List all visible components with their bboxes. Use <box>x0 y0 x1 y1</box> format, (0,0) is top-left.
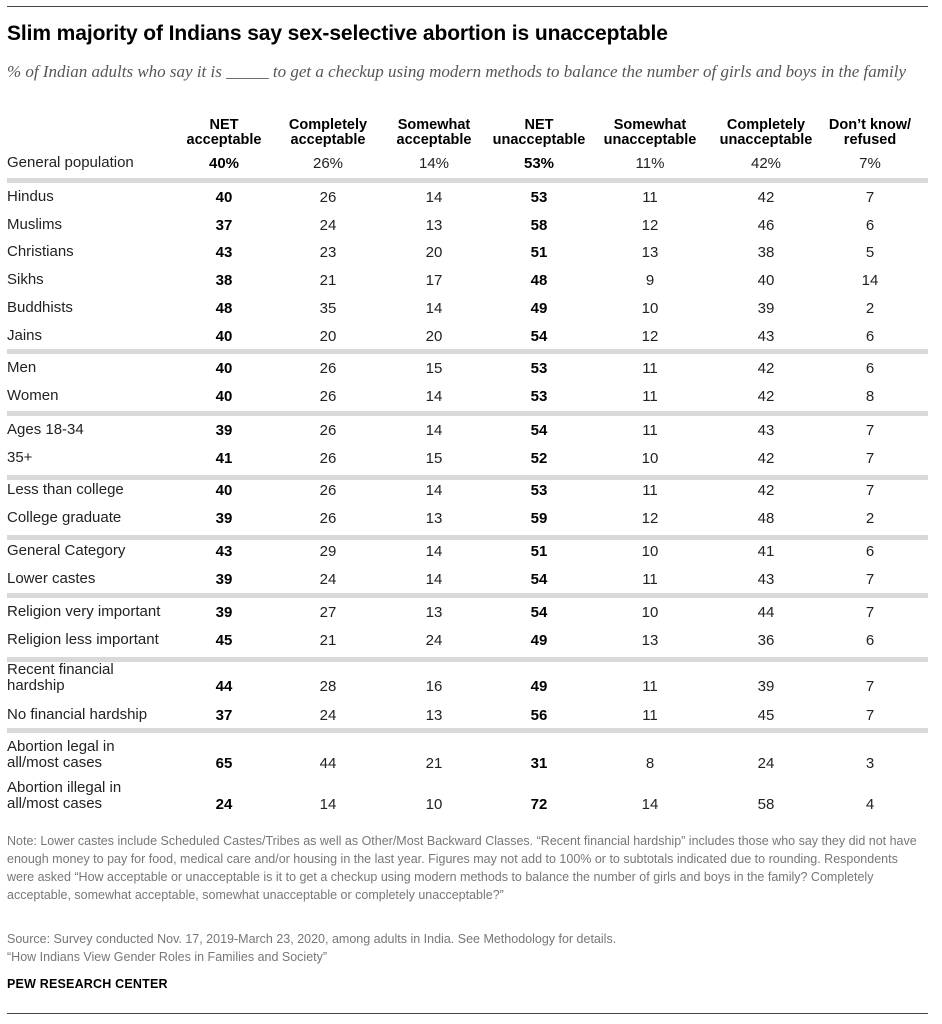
data-cell: 6 <box>865 217 875 234</box>
row-label <box>7 543 125 559</box>
column-header-line: NET <box>209 117 239 133</box>
data-cell: 53 <box>530 189 548 206</box>
data-cell: 41 <box>215 450 233 467</box>
data-cell: 16 <box>425 678 443 695</box>
chart-subtitle: % of Indian adults who say it is _____ to get a checkup using modern methods to balance the number of girls and boys in the family <box>7 62 907 81</box>
data-cell: 43 <box>215 543 233 560</box>
data-cell: 41 <box>757 543 775 560</box>
data-cell: 14 <box>425 571 443 588</box>
data-cell: 42 <box>757 482 775 499</box>
group-separator <box>7 178 928 183</box>
column-header-line: Completely <box>726 117 806 133</box>
data-cell: 27 <box>319 604 337 621</box>
data-cell: 14 <box>641 796 659 813</box>
group-separator <box>7 657 928 662</box>
row-label-line: Muslims <box>7 216 62 233</box>
data-cell: 13 <box>425 707 443 724</box>
row-label <box>7 739 115 771</box>
data-cell: 42% <box>750 155 782 172</box>
data-cell: 11 <box>642 422 658 439</box>
group-separator <box>7 475 928 480</box>
data-cell: 14 <box>319 796 337 813</box>
row-label-line: Hindus <box>7 188 54 205</box>
data-cell: 53% <box>523 155 555 172</box>
column-header-line: unacceptable <box>603 132 697 148</box>
column-header-line: Completely <box>288 117 368 133</box>
data-cell: 14 <box>425 388 443 405</box>
row-label <box>7 300 73 316</box>
row-label <box>7 328 42 344</box>
data-cell: 53 <box>530 360 548 377</box>
data-cell: 2 <box>865 300 875 317</box>
row-label <box>7 388 58 404</box>
data-cell: 10 <box>641 543 659 560</box>
group-separator <box>7 593 928 598</box>
row-label <box>7 272 44 288</box>
data-cell: 44 <box>757 604 775 621</box>
data-cell: 54 <box>530 571 548 588</box>
data-cell: 11 <box>642 707 658 724</box>
data-cell: 6 <box>865 632 875 649</box>
data-cell: 38 <box>215 272 233 289</box>
column-header-line: acceptable <box>290 132 366 148</box>
data-cell: 24 <box>757 755 775 772</box>
data-cell: 28 <box>319 678 337 695</box>
data-cell: 53 <box>530 388 548 405</box>
data-cell: 24 <box>319 571 337 588</box>
data-cell: 39 <box>215 604 233 621</box>
data-cell: 14 <box>425 189 443 206</box>
data-cell: 20 <box>319 328 337 345</box>
row-label-line: Lower castes <box>7 570 96 587</box>
data-cell: 58 <box>757 796 775 813</box>
data-cell: 43 <box>757 328 775 345</box>
data-cell: 49 <box>530 632 548 649</box>
data-cell: 58 <box>530 217 548 234</box>
data-cell: 43 <box>215 244 233 261</box>
data-cell: 13 <box>641 244 659 261</box>
top-rule <box>7 6 928 7</box>
row-label <box>7 189 54 205</box>
row-label <box>7 632 159 648</box>
data-cell: 40 <box>757 272 775 289</box>
note: Note: Lower castes include Scheduled Castes/Tribes as well as Other/Most Backward Classes. “Recent financial hardship” includes those who say they did not have enough money to pay for food, medical care and/or housing in the last year. Figures may not add to 100% or to subtotals indicated due to rounding. Respondents were asked “How acceptable or unacceptable is it to get a checkup using modern methods to balance the number of girls and boys in the family? Completely acceptable, somewhat acceptable, somewhat unacceptable or completely unacceptable?” <box>7 834 917 902</box>
data-cell: 38 <box>757 244 775 261</box>
data-cell: 7 <box>865 189 875 206</box>
data-cell: 9 <box>645 272 655 289</box>
row-label <box>7 360 36 376</box>
column-header-line: acceptable <box>186 132 262 148</box>
data-cell: 20 <box>425 328 443 345</box>
data-cell: 26% <box>312 155 344 172</box>
data-cell: 45 <box>215 632 233 649</box>
data-cell: 21 <box>425 755 443 772</box>
row-label-line: College graduate <box>7 509 122 526</box>
data-cell: 6 <box>865 328 875 345</box>
data-cell: 13 <box>425 604 443 621</box>
column-header-line: Somewhat <box>397 117 471 133</box>
row-label-line: Christians <box>7 243 74 260</box>
row-label-line: No financial hardship <box>7 706 148 723</box>
data-cell: 51 <box>530 543 548 560</box>
data-cell: 14 <box>425 543 443 560</box>
row-label <box>7 155 134 171</box>
data-cell: 40 <box>215 328 233 345</box>
data-cell: 13 <box>641 632 659 649</box>
data-cell: 24 <box>215 796 233 813</box>
data-cell: 43 <box>757 571 775 588</box>
data-cell: 11 <box>642 482 658 499</box>
column-header-line: unacceptable <box>492 132 586 148</box>
data-cell: 51 <box>530 244 548 261</box>
data-cell: 26 <box>319 510 337 527</box>
row-label-line: General population <box>7 154 134 171</box>
row-label <box>7 422 84 438</box>
data-cell: 11 <box>642 678 658 695</box>
data-cell: 52 <box>530 450 548 467</box>
data-cell: 21 <box>319 632 337 649</box>
data-cell: 39 <box>215 510 233 527</box>
data-cell: 43 <box>757 422 775 439</box>
row-label-line: Less than college <box>7 481 124 498</box>
row-label-line: Religion very important <box>7 603 161 620</box>
data-cell: 40 <box>215 360 233 377</box>
data-cell: 4 <box>865 796 875 813</box>
data-cell: 39 <box>757 300 775 317</box>
data-cell: 15 <box>425 450 443 467</box>
data-cell: 20 <box>425 244 443 261</box>
data-cell: 7 <box>865 482 875 499</box>
data-cell: 48 <box>215 300 233 317</box>
data-cell: 44 <box>319 755 337 772</box>
chart-title: Slim majority of Indians say sex-selective abortion is unacceptable <box>7 22 668 45</box>
data-cell: 26 <box>319 422 337 439</box>
group-separator <box>7 411 928 416</box>
data-cell: 39 <box>757 678 775 695</box>
data-cell: 11 <box>642 388 658 405</box>
data-cell: 6 <box>865 543 875 560</box>
data-cell: 17 <box>425 272 443 289</box>
data-cell: 24 <box>319 217 337 234</box>
column-header-4 <box>588 118 712 148</box>
data-cell: 14 <box>425 482 443 499</box>
data-cell: 24 <box>319 707 337 724</box>
data-cell: 48 <box>757 510 775 527</box>
data-cell: 23 <box>319 244 337 261</box>
data-cell: 39 <box>215 571 233 588</box>
row-label-line: Buddhists <box>7 299 73 316</box>
data-cell: 8 <box>865 388 875 405</box>
data-cell: 42 <box>757 450 775 467</box>
data-cell: 14 <box>425 300 443 317</box>
row-label <box>7 707 147 723</box>
data-cell: 37 <box>215 707 233 724</box>
group-separator <box>7 535 928 540</box>
data-cell: 12 <box>641 328 659 345</box>
data-cell: 14 <box>425 422 443 439</box>
data-cell: 7 <box>865 422 875 439</box>
data-cell: 48 <box>530 272 548 289</box>
data-cell: 59 <box>530 510 548 527</box>
column-header-line: refused <box>843 132 897 148</box>
data-cell: 7 <box>865 707 875 724</box>
row-label <box>7 244 74 260</box>
report-title: “How Indians View Gender Roles in Families and Society” <box>7 950 328 964</box>
data-cell: 36 <box>757 632 775 649</box>
group-separator <box>7 728 928 733</box>
data-cell: 12 <box>641 510 659 527</box>
row-label-line: 35+ <box>7 449 33 466</box>
data-cell: 7 <box>865 450 875 467</box>
data-cell: 10 <box>641 604 659 621</box>
row-label-line: General Category <box>7 542 126 559</box>
data-cell: 13 <box>425 217 443 234</box>
data-cell: 49 <box>530 300 548 317</box>
column-header-6 <box>808 118 932 148</box>
source <box>7 930 922 966</box>
data-cell: 11% <box>635 155 665 172</box>
row-label-line: Women <box>7 387 59 404</box>
data-cell: 10 <box>425 796 443 813</box>
data-cell: 3 <box>865 755 875 772</box>
data-cell: 54 <box>530 328 548 345</box>
data-cell: 26 <box>319 388 337 405</box>
row-label-line: all/most cases <box>7 754 103 771</box>
data-cell: 10 <box>641 450 659 467</box>
data-cell: 14% <box>418 155 450 172</box>
data-cell: 31 <box>530 755 548 772</box>
data-cell: 10 <box>641 300 659 317</box>
row-label <box>7 510 121 526</box>
row-label-line: all/most cases <box>7 795 103 812</box>
row-label <box>7 780 121 812</box>
row-label-line: Religion less important <box>7 631 159 648</box>
data-cell: 6 <box>865 360 875 377</box>
row-label-line: Abortion legal in <box>7 738 115 755</box>
data-cell: 26 <box>319 360 337 377</box>
data-cell: 11 <box>642 571 658 588</box>
brand-logo-text: PEW RESEARCH CENTER <box>7 977 168 991</box>
data-cell: 54 <box>530 604 548 621</box>
row-label <box>7 571 95 587</box>
data-cell: 54 <box>530 422 548 439</box>
row-label-line: hardship <box>7 677 65 694</box>
bottom-rule <box>7 1013 928 1014</box>
data-cell: 7% <box>859 155 881 172</box>
column-header-line: NET <box>524 117 554 133</box>
data-cell: 7 <box>865 678 875 695</box>
data-cell: 39 <box>215 422 233 439</box>
data-cell: 40 <box>215 388 233 405</box>
row-label <box>7 604 160 620</box>
data-cell: 42 <box>757 388 775 405</box>
data-cell: 14 <box>861 272 879 289</box>
column-header-line: Don’t know/ <box>828 117 912 133</box>
data-cell: 24 <box>425 632 443 649</box>
row-label-line: Sikhs <box>7 271 44 288</box>
row-label <box>7 217 62 233</box>
row-label-line: Recent financial <box>7 661 114 678</box>
data-cell: 7 <box>865 604 875 621</box>
data-cell: 13 <box>425 510 443 527</box>
column-header-3 <box>477 118 601 148</box>
data-cell: 40 <box>215 482 233 499</box>
data-cell: 5 <box>865 244 875 261</box>
data-cell: 7 <box>865 571 875 588</box>
data-cell: 11 <box>642 189 658 206</box>
column-header-line: acceptable <box>396 132 472 148</box>
data-cell: 44 <box>215 678 233 695</box>
data-cell: 12 <box>641 217 659 234</box>
row-label-line: Ages 18-34 <box>7 421 84 438</box>
row-label-line: Abortion illegal in <box>7 779 122 796</box>
data-cell: 49 <box>530 678 548 695</box>
data-cell: 29 <box>319 543 337 560</box>
data-cell: 72 <box>530 796 548 813</box>
data-cell: 42 <box>757 360 775 377</box>
data-cell: 2 <box>865 510 875 527</box>
row-label <box>7 482 124 498</box>
data-cell: 40% <box>208 155 240 172</box>
data-cell: 26 <box>319 482 337 499</box>
row-label-line: Jains <box>7 327 43 344</box>
data-cell: 15 <box>425 360 443 377</box>
data-cell: 45 <box>757 707 775 724</box>
data-cell: 26 <box>319 189 337 206</box>
column-header-line: unacceptable <box>719 132 813 148</box>
group-separator <box>7 349 928 354</box>
data-cell: 21 <box>319 272 337 289</box>
data-cell: 8 <box>645 755 655 772</box>
data-cell: 46 <box>757 217 775 234</box>
row-label <box>7 662 114 694</box>
source-line: Source: Survey conducted Nov. 17, 2019-March 23, 2020, among adults in India. See Methodology for details. <box>7 932 617 946</box>
data-cell: 26 <box>319 450 337 467</box>
data-cell: 40 <box>215 189 233 206</box>
column-header-line: Somewhat <box>613 117 687 133</box>
row-label-line: Men <box>7 359 37 376</box>
data-cell: 56 <box>530 707 548 724</box>
data-cell: 53 <box>530 482 548 499</box>
row-label <box>7 450 32 466</box>
data-cell: 11 <box>642 360 658 377</box>
data-cell: 65 <box>215 755 233 772</box>
data-cell: 42 <box>757 189 775 206</box>
data-cell: 37 <box>215 217 233 234</box>
data-cell: 35 <box>319 300 337 317</box>
